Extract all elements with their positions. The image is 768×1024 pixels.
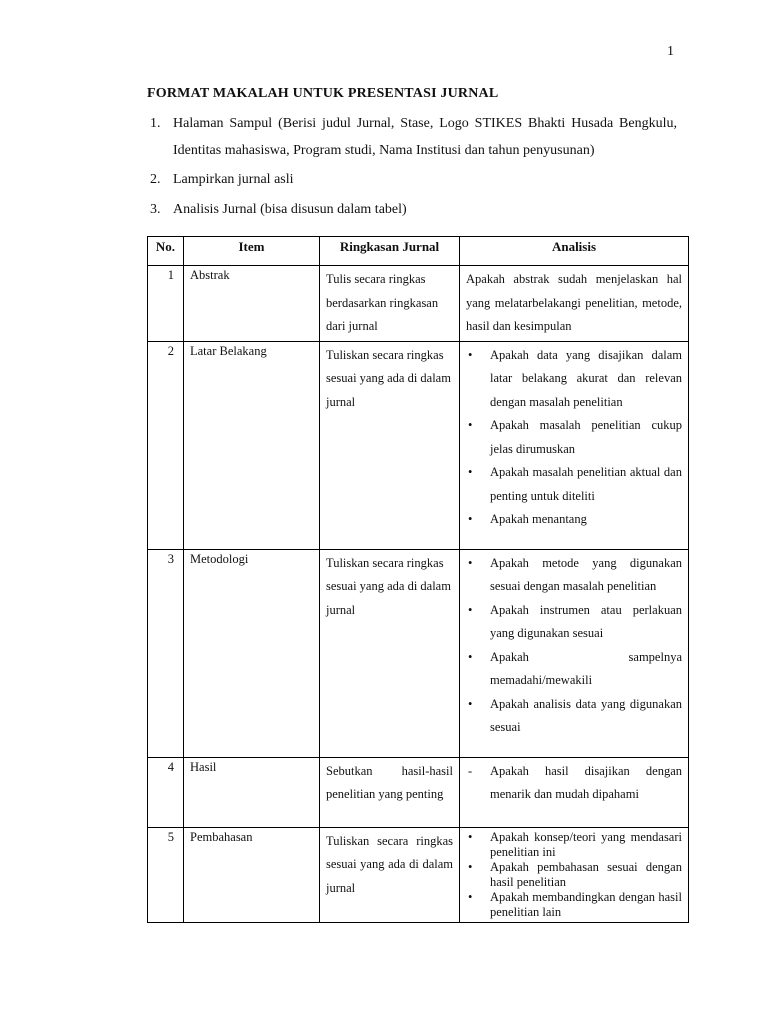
intro-item xyxy=(147,168,677,192)
row-analisis xyxy=(460,549,689,757)
analisis-item-text: Apakah pembahasan sesuai dengan hasil penelitian xyxy=(490,859,682,889)
row-number: 4 xyxy=(148,757,184,827)
bullet-marker: • xyxy=(468,418,473,432)
page-number: 1 xyxy=(667,44,674,59)
analisis-item-text: Apakah data yang disajikan dalam latar belakang akurat dan relevan dengan masalah penelitian xyxy=(490,347,682,409)
table-row xyxy=(148,549,689,757)
intro-item-number: 3. xyxy=(150,202,161,217)
row-item: Abstrak xyxy=(184,266,320,342)
row-item: Latar Belakang xyxy=(184,341,320,549)
row-ringkasan: Tuliskan secara ringkas sesuai yang ada di dalam jurnal xyxy=(320,341,460,549)
analisis-item xyxy=(466,890,682,920)
row-ringkasan: Sebutkan hasil-hasil penelitian yang penting xyxy=(320,757,460,827)
header-item: Item xyxy=(184,237,320,266)
analisis-item-text: Apakah sampelnya memadahi/mewakili xyxy=(490,649,682,687)
intro-item-number: 1. xyxy=(150,116,161,131)
bullet-marker: • xyxy=(468,512,473,526)
analisis-item xyxy=(466,414,682,461)
table-row xyxy=(148,757,689,827)
analisis-item-text: Apakah membandingkan dengan hasil penelitian lain xyxy=(490,889,682,919)
intro-item-number: 2. xyxy=(150,172,161,187)
intro-item xyxy=(147,198,677,222)
analisis-list xyxy=(466,760,682,807)
analisis-item xyxy=(466,860,682,890)
table-row xyxy=(148,827,689,922)
bullet-marker: • xyxy=(468,465,473,479)
row-analisis xyxy=(460,827,689,922)
analisis-item-text: Apakah masalah penelitian aktual dan penting untuk diteliti xyxy=(490,465,682,503)
row-analisis xyxy=(460,757,689,827)
intro-item xyxy=(147,110,677,164)
row-number: 5 xyxy=(148,827,184,922)
row-number: 1 xyxy=(148,266,184,342)
header-no: No. xyxy=(148,237,184,266)
analisis-item-text: Apakah analisis data yang digunakan sesuai xyxy=(490,696,682,734)
analisis-item xyxy=(466,693,682,740)
row-ringkasan: Tuliskan secara ringkas sesuai yang ada di dalam jurnal xyxy=(320,827,460,922)
intro-item-text: Analisis Jurnal (bisa disusun dalam tabel) xyxy=(173,202,407,217)
intro-item-text: Halaman Sampul (Berisi judul Jurnal, Stase, Logo STIKES Bhakti Husada Bengkulu, Identitas mahasiswa, Program studi, Nama Institusi dan tahun penyusunan) xyxy=(173,116,677,158)
row-item: Pembahasan xyxy=(184,827,320,922)
table-row xyxy=(148,266,689,342)
bullet-marker: • xyxy=(468,859,473,874)
analisis-item xyxy=(466,646,682,693)
table-row xyxy=(148,341,689,549)
analisis-item xyxy=(466,760,682,807)
header-ringkasan: Ringkasan Jurnal xyxy=(320,237,460,266)
analisis-item-text: Apakah masalah penelitian cukup jelas dirumuskan xyxy=(490,418,682,456)
bullet-marker: • xyxy=(468,649,473,664)
analisis-item-text: Apakah instrumen atau perlakuan yang digunakan sesuai xyxy=(490,602,682,640)
analisis-list xyxy=(466,552,682,740)
bullet-marker: • xyxy=(468,696,473,711)
row-analisis xyxy=(460,266,689,342)
row-ringkasan: Tulis secara ringkas berdasarkan ringkasan dari jurnal xyxy=(320,266,460,342)
analisis-list xyxy=(466,830,682,920)
analisis-item-text: Apakah metode yang digunakan sesuai dengan masalah penelitian xyxy=(490,555,682,593)
bullet-marker: • xyxy=(468,829,473,844)
bullet-marker: • xyxy=(468,555,473,570)
analisis-item-text: Apakah konsep/teori yang mendasari penelitian ini xyxy=(490,829,682,859)
analisis-item xyxy=(466,508,682,532)
row-item: Hasil xyxy=(184,757,320,827)
analisis-text: Apakah abstrak sudah menjelaskan hal yang melatarbelakangi penelitian, metode, hasil dan kesimpulan xyxy=(466,272,682,333)
row-number: 3 xyxy=(148,549,184,757)
analisis-item xyxy=(466,830,682,860)
row-ringkasan: Tuliskan secara ringkas sesuai yang ada di dalam jurnal xyxy=(320,549,460,757)
intro-list xyxy=(147,110,677,228)
analisis-item xyxy=(466,552,682,599)
analisis-list xyxy=(466,344,682,532)
row-number: 2 xyxy=(148,341,184,549)
header-analisis: Analisis xyxy=(460,237,689,266)
analysis-table xyxy=(147,236,689,923)
analisis-item-text: Apakah menantang xyxy=(490,512,587,526)
document-title: FORMAT MAKALAH UNTUK PRESENTASI JURNAL xyxy=(147,86,499,101)
analisis-item-text: Apakah hasil disajikan dengan menarik dan mudah dipahami xyxy=(490,763,682,801)
analisis-item xyxy=(466,344,682,415)
table-header-row xyxy=(148,237,689,266)
dash-marker: - xyxy=(468,763,473,778)
analisis-item xyxy=(466,599,682,646)
intro-item-text: Lampirkan jurnal asli xyxy=(173,172,294,187)
bullet-marker: • xyxy=(468,602,473,617)
bullet-marker: • xyxy=(468,889,473,904)
analisis-item xyxy=(466,461,682,508)
row-analisis xyxy=(460,341,689,549)
row-item: Metodologi xyxy=(184,549,320,757)
bullet-marker: • xyxy=(468,347,473,362)
